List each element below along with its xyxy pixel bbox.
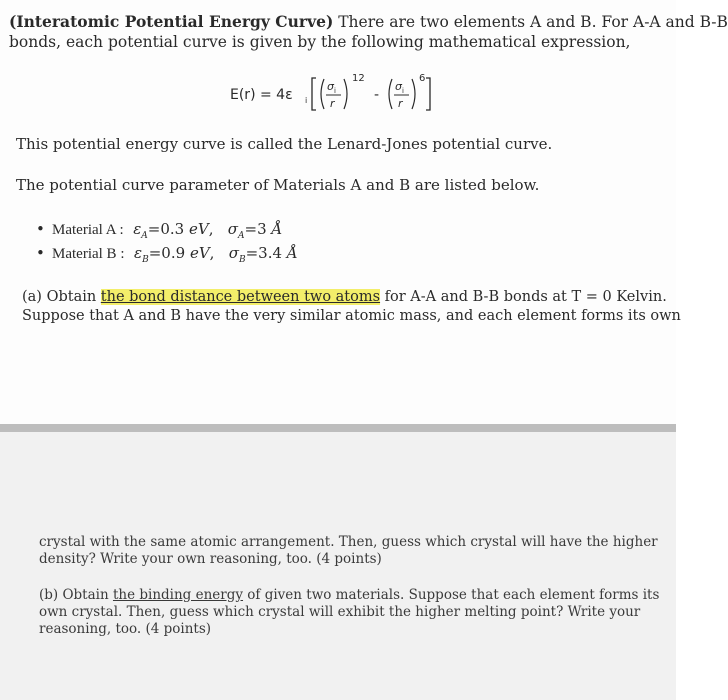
sigma-unit: Å xyxy=(286,244,298,262)
intro-line-2: bonds, each potential curve is given by the following mathematical expression, xyxy=(9,33,631,51)
question-a-line-1 xyxy=(22,288,681,307)
equation-lhs-subscript: i xyxy=(305,96,308,105)
question-b-prefix: (b) Obtain xyxy=(39,587,113,603)
sigma-symbol: σ xyxy=(228,244,239,262)
term2-r: r xyxy=(398,97,403,110)
bullet-icon: • xyxy=(36,220,45,238)
epsilon-unit: eV xyxy=(189,244,210,262)
list-item-material-a: • Material A : $\varepsilon_A=0.3$ eV, $\sigma_A=3$ Å xyxy=(36,220,283,241)
params-sentence: The potential curve parameter of Materials A and B are listed below. xyxy=(16,176,540,194)
question-a-line-2: Suppose that A and B have the very similar atomic mass, and each element forms its own xyxy=(22,308,681,324)
question-b-suffix: of given two materials. Suppose that each element forms its xyxy=(243,587,660,603)
epsilon-value: =0.3 xyxy=(147,220,185,238)
equation-minus: - xyxy=(374,87,380,103)
exponent-12: 12 xyxy=(352,73,365,84)
epsilon-symbol: ε xyxy=(133,220,142,238)
epsilon-unit: eV xyxy=(188,220,209,238)
sigma-symbol: σ xyxy=(227,220,239,238)
intro-paragraph xyxy=(9,12,728,52)
bullet-icon: • xyxy=(36,244,45,262)
term2-sigma: σ xyxy=(395,80,402,93)
question-a-continuation-2: density? Write your own reasoning, too. (4 points) xyxy=(39,551,382,567)
highlighted-phrase: the bond distance between two atoms xyxy=(100,289,381,305)
intro-line-1 xyxy=(9,12,728,32)
term1-sigma-subscript: i xyxy=(334,87,336,95)
underlined-phrase: the binding energy xyxy=(112,587,244,603)
epsilon-subscript: B xyxy=(142,255,149,265)
exponent-6: 6 xyxy=(419,73,426,84)
term2-sigma-subscript: i xyxy=(402,87,404,95)
question-a-continuation-1: crystal with the same atomic arrangement. Then, guess which crystal will have the higher xyxy=(39,534,658,550)
lennard-jones-equation xyxy=(228,68,468,118)
sigma-subscript: B xyxy=(238,255,246,265)
question-b-line-3: reasoning, too. (4 points) xyxy=(39,621,212,637)
sigma-value: =3.4 xyxy=(245,244,283,262)
sigma-unit: Å xyxy=(271,220,283,238)
list-item-material-b: • Material B : $\varepsilon_B=0.9$ eV, $\sigma_B=3.4$ Å xyxy=(36,244,298,265)
equation-lhs: E(r) = 4ε xyxy=(230,87,293,103)
intro-title: (Interatomic Potential Energy Curve) xyxy=(9,12,334,31)
question-a-prefix: (a) Obtain xyxy=(22,289,101,305)
term1-sigma: σ xyxy=(327,80,334,93)
epsilon-subscript: A xyxy=(141,231,148,241)
sigma-value: =3 xyxy=(244,220,267,238)
question-b-line-1 xyxy=(39,587,659,603)
term1-r: r xyxy=(330,97,335,110)
epsilon-value: =0.9 xyxy=(148,244,186,262)
epsilon-symbol: ε xyxy=(134,244,143,262)
question-b-line-2: own crystal. Then, guess which crystal will exhibit the higher melting point? Write your xyxy=(39,604,641,620)
material-label: Material B : xyxy=(52,246,125,262)
lj-sentence: This potential energy curve is called the Lenard-Jones potential curve. xyxy=(16,135,553,153)
sigma-subscript: A xyxy=(238,231,245,241)
question-a xyxy=(22,288,681,326)
question-a-suffix: for A-A and B-B bonds at T = 0 Kelvin. xyxy=(380,289,667,305)
material-label: Material A : xyxy=(52,222,124,238)
page-divider-band xyxy=(0,424,676,432)
intro-line-1-rest: There are two elements A and B. For A-A and B-B xyxy=(333,13,728,31)
